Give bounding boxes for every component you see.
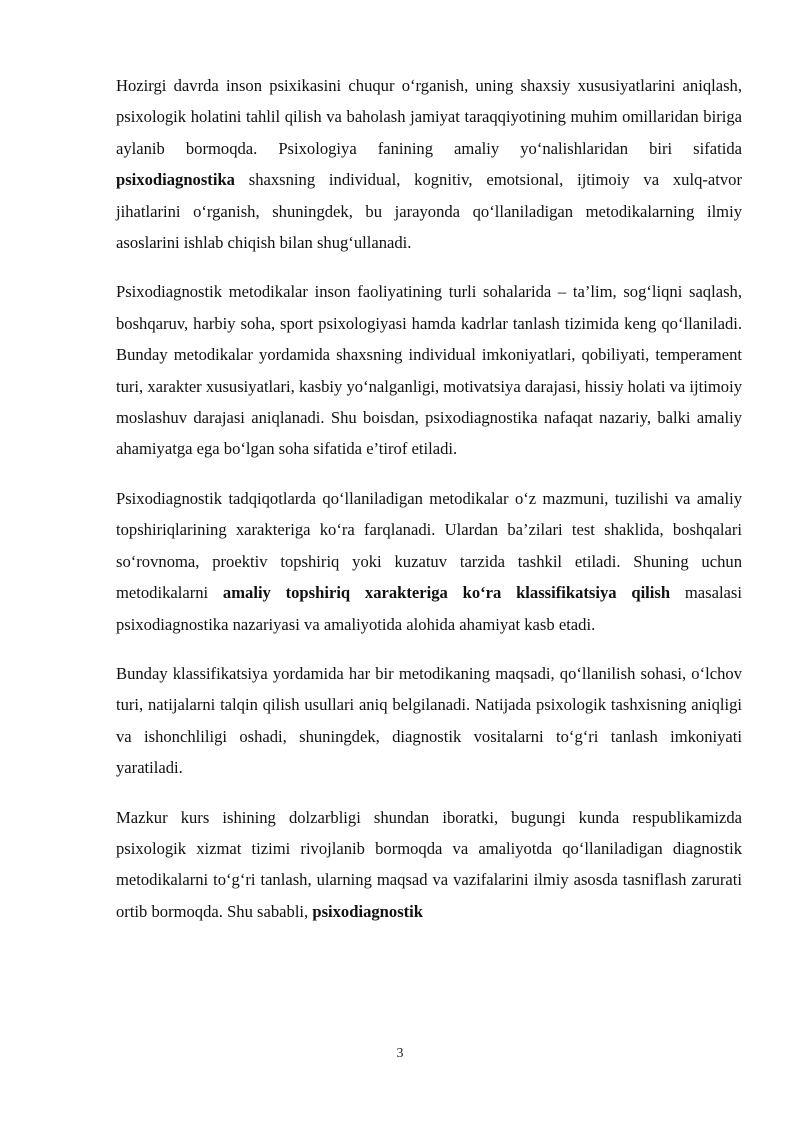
paragraph-text: Psixodiagnostik tadqiqotlarda qo‘llaniladigan metodikalar o‘z mazmuni, tuzilishi va amaliy topshiriqlarining xarakteriga ko‘ra farqlanadi. Ulardan ba’zilari test shaklida, boshqalari so‘rovnoma, proektiv topshiriq yoki kuzatuv tarzida tashkil etiladi. Shuning uchun metodikalarni	[116, 488, 742, 603]
paragraph	[116, 276, 742, 464]
page-number: 3	[396, 1046, 404, 1061]
paragraph-text: Hozirgi davrda inson psixikasini chuqur o‘rganish, uning shaxsiy xususiyatlarini aniqlash, psixologik holatini tahlil qilish va baholash jamiyat taraqqiyotining muhim omillaridan biriga aylanib bormoqda. Psixologiya fanining amaliy yo‘nalishlaridan biri sifatida	[116, 76, 742, 158]
document-body	[116, 70, 742, 945]
bold-term: psixodiagnostika	[116, 170, 235, 190]
paragraph-text: Bunday klassifikatsiya yordamida har bir metodikaning maqsadi, qo‘llanilish sohasi, o‘lchov turi, natijalarni talqin qilish usullari aniq belgilanadi. Natijada psixologik tashxisning aniqligi va ishonchliligi oshadi, shuningdek, diagnostik vositalarni to‘g‘ri tanlash imkoniyati yaratiladi.	[116, 663, 742, 778]
paragraph	[116, 802, 742, 928]
paragraph	[116, 658, 742, 784]
paragraph-text: shaxsning individual, kognitiv, emotsional, ijtimoiy va xulq-atvor jihatlarini o‘rganish, shuningdek, bu jarayonda qo‘llaniladigan metodikalarning ilmiy asoslarini ishlab chiqish bilan shug‘ullanadi.	[116, 170, 742, 253]
paragraph-text: Psixodiagnostik metodikalar inson faoliyatining turli sohalarida – ta’lim, sog‘liqni saqlash, boshqaruv, harbiy soha, sport psixologiyasi hamda kadrlar tanlash tizimida keng qo‘llaniladi. Bunday metodikalar yordamida shaxsning individual imkoniyatlari, qobiliyati, temperament turi, xarakter xususiyatlari, kasbiy yo‘nalganligi, motivatsiya darajasi, hissiy holati va ijtimoiy moslashuv darajasi aniqlanadi. Shu boisdan, psixodiagnostika nafaqat nazariy, balki amaliy ahamiyatga ega bo‘lgan soha sifatida e’tirof etiladi.	[116, 282, 742, 459]
bold-term: psixodiagnostik	[312, 901, 424, 921]
paragraph	[116, 70, 742, 258]
paragraph	[116, 483, 742, 640]
paragraph-text: masalasi psixodiagnostika nazariyasi va amaliyotida alohida ahamiyat kasb etadi.	[116, 583, 742, 634]
paragraph-text: Mazkur kurs ishining dolzarbligi shundan iboratki, bugungi kunda respublikamizda psixologik xizmat tizimi rivojlanib bormoqda va amaliyotda qo‘llaniladigan diagnostik metodikalarni to‘g‘ri tanlash, ularning maqsad va vazifalarini ilmiy asosda tasniflash zarurati ortib bormoqda. Shu sababli,	[116, 807, 742, 921]
bold-term: amaliy topshiriq xarakteriga ko‘ra klassifikatsiya qilish	[222, 583, 671, 603]
